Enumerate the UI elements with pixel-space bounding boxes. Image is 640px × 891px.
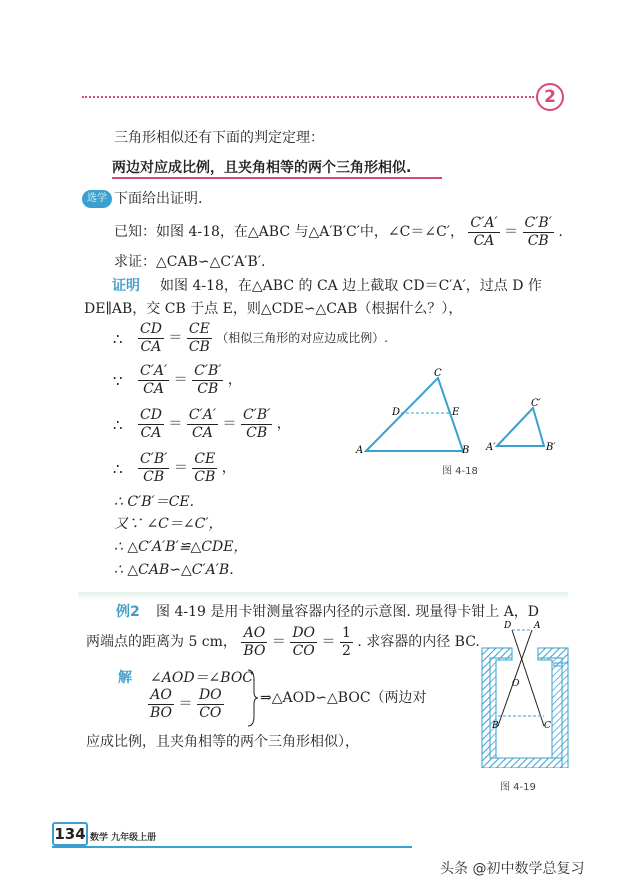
solution-implies: ⇒△AOD∽△BOC（两边对 [260,690,427,706]
solution-label: 解 [118,670,132,686]
solution-line-3: 应成比例，且夹角相等的两个三角形相似）， [86,734,359,750]
theorem-underline [112,177,442,179]
triangle-a2b2c2 [497,408,544,446]
header-dotted-rule [82,96,534,98]
label-a: A [534,621,541,631]
example-band [78,592,568,600]
therefore-symbol: ∴ [113,330,123,348]
label-b: B [492,721,499,731]
footer-rule [52,846,412,848]
label-e: E [452,407,460,418]
label-o: O [512,679,520,689]
optional-study-badge: 选学 [82,190,112,208]
proof-intro-text: 下面给出证明. [114,191,203,207]
label-a: A [356,445,364,456]
given-fraction-2: $\frac{C'B'}{CB}$ [524,214,552,249]
proof-step-3: $\frac{CD}{CA}$ ＝ $\frac{C'A'}{CA}$ ＝ $\frac{C'B'}{CB}$ ， [140,406,291,441]
label-b-prime: B′ [546,442,556,453]
label-c: C [544,721,551,731]
label-d: D [392,407,401,418]
figure-4-18-caption: 图 4-18 [442,466,478,477]
therefore-symbol: ∴ [113,416,123,434]
chapter-number-badge: 2 [536,83,564,111]
theorem-intro: 三角形相似还有下面的判定定理： [114,130,324,146]
label-c-prime: C′ [531,398,541,409]
page-number: 134 [52,822,88,846]
proof-line-1: 如图 4-18，在△ABC 的 CA 边上截取 CD＝C′A′，过点 D 作 [160,278,542,294]
label-c: C [434,368,442,379]
label-d: D [504,621,512,631]
proof-step-7: ∴ △C′A′B′≌△CDE， [114,539,248,555]
label-a-prime: A′ [486,442,496,453]
prove-statement: 求证：△CAB∽△C′A′B′. [114,254,266,270]
proof-step-8: ∴ △CAB∽△C′A′B. [114,562,234,578]
figure-4-19 [476,618,572,768]
proof-step-5: ∴ C′B′＝CE. [114,494,195,510]
solution-angle-line: ∠AOD＝∠BOC [150,670,254,686]
label-b: B [462,445,470,456]
proof-label: 证明 [112,278,140,294]
container-body [482,648,568,768]
caliper-arm-2 [498,630,532,726]
given-prefix: 已知：如图 4-18，在△ABC 与△A′B′C′中，∠C＝∠C′， [114,224,464,240]
triangle-abc [366,378,463,451]
theorem-statement: 两边对应成比例，且夹角相等的两个三角形相似. [112,160,412,176]
figure-4-19-caption: 图 4-19 [500,782,536,793]
example-2-line-1: 图 4-19 是用卡钳测量容器内径的示意图. 现量得卡钳上 A，D [156,604,540,620]
book-title: 数学 九年级上册 [90,833,157,843]
solution-brace [246,668,260,728]
therefore-symbol: ∴ [113,460,123,478]
given-fraction-1: $\frac{C'A'}{CA}$ [470,214,498,249]
proof-step-6: 又∵ ∠C＝∠C′， [114,516,223,532]
proof-step-4: $\frac{C'B'}{CB}$ ＝ $\frac{CE}{CB}$ ， [140,450,236,485]
proof-line-2: DE∥AB，交 CB 于点 E，则△CDE∽△CAB（根据什么？）， [84,301,463,317]
given-line: 已知：如图 4-18，在△ABC 与△A′B′C′中，∠C＝∠C′， $\frac{C'A'}{CA}$ ＝ $\frac{C'B'}{CB}$ . [114,214,563,249]
because-symbol: ∵ [113,372,123,390]
example-2-label: 例2 [116,604,140,620]
proof-step-1: $\frac{CD}{CA}$ ＝ $\frac{CE}{CB}$ （相似三角形的对应边成比例）. [140,320,389,355]
caliper-arm-1 [512,630,544,726]
figure-4-18 [350,366,570,476]
watermark-text: 头条 @初中数学总复习 [440,861,585,877]
example-2-line-2: 两端点的距离为 5 cm， $\frac{AO}{BO}$ ＝ $\frac{DO}{CO}$ ＝ $\frac{1}{2}$ . 求容器的内径 BC. [86,624,480,659]
proof-step-2: $\frac{C'A'}{CA}$ ＝ $\frac{C'B'}{CB}$ ， [140,362,242,397]
solution-ratio: $\frac{AO}{BO}$ ＝ $\frac{DO}{CO}$ [150,686,222,721]
